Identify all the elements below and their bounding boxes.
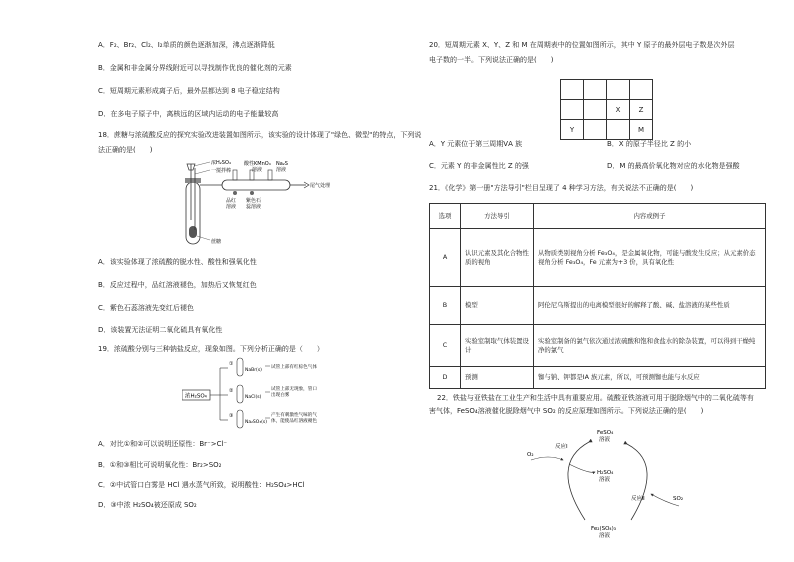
grid-cell bbox=[584, 80, 607, 100]
q19-option-a: A．对比①和②可以说明还原性：Br⁻>Cl⁻ bbox=[98, 440, 228, 448]
table-cell: 实验室制取气体装置设计 bbox=[461, 325, 534, 367]
label-litmus: 紫色石 bbox=[246, 198, 262, 204]
label-exhaust: 尾气处理 bbox=[310, 183, 331, 189]
right-column bbox=[397, 0, 794, 562]
label-kmno4-sol: 溶液 bbox=[252, 167, 263, 173]
periodic-table-fragment bbox=[560, 79, 653, 140]
tube-3-num: ③ bbox=[229, 413, 234, 419]
cycle-fe2so43-sol: 溶液 bbox=[599, 533, 611, 539]
table-row bbox=[430, 367, 766, 389]
q18-option-a: A．该实验体现了浓硫酸的脱水性、酸性和强氧化性 bbox=[98, 258, 257, 266]
table-header: 方法导引 bbox=[461, 204, 534, 229]
cycle-reaction-2: 反应Ⅱ bbox=[631, 496, 645, 502]
tube-3-observation-cont: 体，能使品红溶液褪色 bbox=[271, 419, 317, 424]
table-row bbox=[430, 229, 766, 287]
table-cell: D bbox=[430, 367, 461, 389]
tube-3-observation: 产生有刺激性气味的气 bbox=[271, 413, 317, 418]
grid-cell-z: Z bbox=[630, 100, 653, 120]
q20-option-b: B．X 的原子半径比 Z 的小 bbox=[607, 140, 692, 148]
grid-cell bbox=[561, 100, 584, 120]
q19-reagent: 浓H₂SO₄ bbox=[185, 393, 207, 400]
label-magenta-sol: 溶液 bbox=[226, 204, 237, 210]
table-cell: 模型 bbox=[461, 287, 534, 325]
table-cell: 铷与钠、钾都是ⅠA 族元素，所以，可预测铷也能与水反应 bbox=[534, 367, 766, 389]
grid-cell-y: Y bbox=[561, 120, 584, 140]
tube-1-num: ① bbox=[229, 361, 234, 367]
q22-cycle-diagram bbox=[527, 424, 687, 544]
label-magenta: 品红 bbox=[226, 198, 237, 204]
cycle-so2: SO₂ bbox=[673, 496, 684, 502]
q18-stem-cont: 法正确的是( ) bbox=[98, 146, 153, 154]
tube-2-num: ② bbox=[229, 388, 234, 394]
tube-1-salt: NaBr(s) bbox=[245, 368, 262, 373]
grid-cell-x: X bbox=[607, 100, 630, 120]
label-litmus-sol: 蕊溶液 bbox=[246, 204, 262, 210]
cycle-feso4-sol: 溶液 bbox=[599, 437, 611, 443]
grid-cell bbox=[584, 120, 607, 140]
q20-stem-cont: 电子数的一半。下列说法正确的是( ) bbox=[429, 56, 554, 64]
q18-option-b: B．反应过程中，品红溶液褪色，加热后又恢复红色 bbox=[98, 281, 257, 289]
q21-table bbox=[429, 203, 766, 389]
q21-stem: 21．《化学》第一册"方法导引"栏目呈现了 4 种学习方法，有关说法不正确的是( ) bbox=[429, 184, 694, 192]
q20-option-d: D．M 的最高价氧化物对应的水化物是强酸 bbox=[607, 162, 740, 170]
table-cell: A bbox=[430, 229, 461, 287]
table-header: 选项 bbox=[430, 204, 461, 229]
tube-2-observation: 试管上部无现象，管口 bbox=[271, 387, 317, 392]
tube-2-salt: NaCl(s) bbox=[245, 395, 262, 400]
q19-option-c: C．②中试管口白雾是 HCl 遇水蒸气所致，说明酸性：H₂SO₄>HCl bbox=[98, 481, 305, 489]
q17-option-d: D．在多电子原子中，离核远的区域内运动的电子能量较高 bbox=[98, 110, 279, 118]
q17-option-a: A．F₂、Br₂、Cl₂、I₂单质的颜色逐渐加深，沸点逐渐降低 bbox=[98, 41, 275, 49]
cycle-fe2so43: Fe₂(SO₄)₃ bbox=[591, 526, 616, 532]
label-na2s: Na₂S bbox=[276, 161, 288, 167]
q19-stem: 19．浓硫酸分别与三种钠盐反应，现象如图。下列分析正确的是（ ） bbox=[98, 345, 324, 353]
table-cell: 阿伦尼乌斯提出的电离模型很好的解释了酸、碱、盐溶液的某些性质 bbox=[534, 287, 766, 325]
tube-2-observation-cont: 出现白雾 bbox=[271, 393, 290, 398]
cycle-h2so4: H₂SO₄ bbox=[597, 470, 614, 476]
table-cell: 从物质类别视角分析 Fe₃O₄，是金属氧化物，可能与酸发生反应；从元素价态视角分析 Fe₃O₄，Fe 元素为+3 价，具有氧化性 bbox=[534, 229, 766, 287]
q22-stem-cont: 害气体，FeSO₄溶液催化脱除烟气中 SO₂ 的反应原理如图所示。下列说法正确的是( ) bbox=[429, 407, 704, 415]
table-cell: 预测 bbox=[461, 367, 534, 389]
q18-apparatus-diagram bbox=[178, 160, 338, 250]
label-conc-acid: 浓H₂SO₄ bbox=[211, 160, 231, 166]
q22-stem: 22．铁盐与亚铁盐在工业生产和生活中具有重要应用。硫酸亚铁溶液可用于脱除烟气中的二氧化硫等有 bbox=[437, 394, 754, 402]
cycle-reaction-1: 反应Ⅰ bbox=[555, 444, 568, 450]
label-na2s-sol: 溶液 bbox=[276, 167, 287, 173]
cycle-h2so4-sol: 溶液 bbox=[599, 477, 611, 483]
q20-option-c: C．元素 Y 的非金属性比 Z 的强 bbox=[429, 162, 529, 170]
grid-cell bbox=[607, 80, 630, 100]
table-cell: B bbox=[430, 287, 461, 325]
q18-option-d: D．该装置无法证明二氧化硫具有氧化性 bbox=[98, 326, 223, 334]
q20-stem: 20．短周期元素 X、Y、Z 和 M 在周期表中的位置如图所示，其中 Y 原子的最外层电子数是次外层 bbox=[429, 41, 735, 49]
q19-option-b: B．①和③相比可说明氧化性：Br₂>SO₂ bbox=[98, 461, 222, 469]
label-sucrose: 蔗糖 bbox=[211, 239, 222, 245]
table-cell: 认识元素及其化合物性质的视角 bbox=[461, 229, 534, 287]
table-cell: 实验室制备的氯气依次通过浓硫酸和饱和食盐水的除杂装置，可以得到干燥纯净的氯气 bbox=[534, 325, 766, 367]
table-cell: C bbox=[430, 325, 461, 367]
grid-cell bbox=[584, 100, 607, 120]
q19-reaction-diagram bbox=[182, 356, 352, 431]
q17-option-b: B．金属和非金属分界线附近可以寻找制作优良的催化剂的元素 bbox=[98, 64, 292, 72]
table-row bbox=[430, 325, 766, 367]
table-row bbox=[430, 287, 766, 325]
grid-cell bbox=[630, 80, 653, 100]
tube-3-salt: Na₂SO₃(s) bbox=[245, 420, 267, 425]
q19-option-d: D．③中浓 H₂SO₄被还原成 SO₂ bbox=[98, 501, 197, 509]
q18-option-c: C．紫色石蕊溶液先变红后褪色 bbox=[98, 304, 194, 312]
tube-1-observation: 试管上部有红棕色气体 bbox=[271, 365, 317, 370]
table-header: 内容或例子 bbox=[534, 204, 766, 229]
q17-option-c: C．短周期元素形成离子后，最外层都达到 8 电子稳定结构 bbox=[98, 87, 280, 95]
q18-stem: 18．蔗糖与浓硫酸反应的探究实验改进装置如图所示，该实验的设计体现了"绿色、微型"的特点，下列说 bbox=[98, 131, 422, 139]
cycle-o2: O₂ bbox=[527, 452, 534, 458]
label-stirrer: 一搅拌棒 bbox=[211, 168, 232, 174]
grid-cell bbox=[607, 120, 630, 140]
q20-option-a: A．Y 元素位于第三周期ⅤA 族 bbox=[429, 140, 523, 148]
cycle-feso4: FeSO₄ bbox=[597, 430, 614, 436]
grid-cell bbox=[561, 80, 584, 100]
grid-cell-m: M bbox=[630, 120, 653, 140]
label-kmno4: 酸性KMnO₄ bbox=[244, 161, 271, 167]
